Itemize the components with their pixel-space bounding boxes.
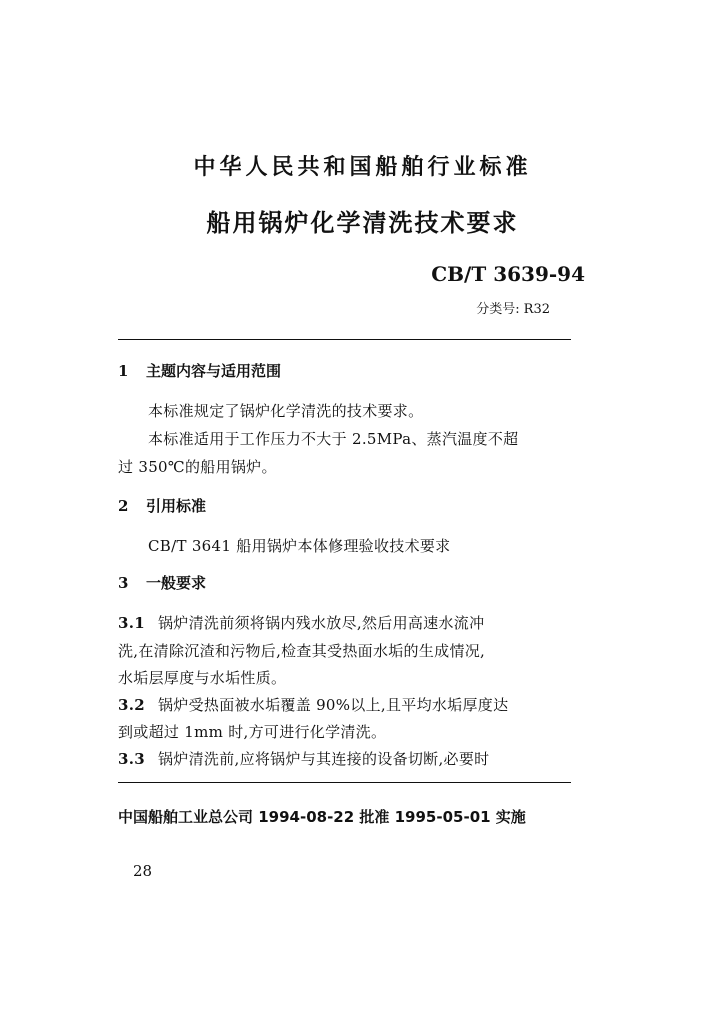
- section-3-heading: [118, 572, 206, 593]
- section-3-number: 3: [118, 574, 129, 592]
- classification-label: 分类号:: [476, 302, 520, 317]
- footer-divider: [118, 782, 571, 783]
- classification-number: [476, 298, 550, 317]
- section-1-paragraph-2-line-1: 本标准适用于工作压力不大于 2.5MPa、蒸汽温度不超: [148, 430, 519, 448]
- section-3-title: 一般要求: [146, 574, 207, 592]
- standard-category-title: 中华人民共和国船舶行业标准: [193, 155, 532, 180]
- approval-line: 中国船舶工业总公司 1994-08-22 批准 1995-05-01 实施: [118, 808, 526, 826]
- section-2-title: 引用标准: [146, 497, 207, 515]
- clause-3-2-number: 3.2: [118, 696, 145, 714]
- clause-3-2-text-1: 锅炉受热面被水垢覆盖 90%以上,且平均水垢厚度达: [158, 696, 509, 714]
- document-title: 船用锅炉化学清洗技术要求: [206, 209, 519, 237]
- clause-3-3-number: 3.3: [118, 750, 145, 768]
- section-1-number: 1: [118, 362, 129, 380]
- clause-3-1-line-1: [118, 612, 484, 633]
- clause-3-1-line-3: 水垢层厚度与水垢性质。: [118, 669, 287, 687]
- page-number: 28: [133, 862, 153, 880]
- section-1-title: 主题内容与适用范围: [146, 362, 282, 380]
- section-1-paragraph-2-line-2: 过 350℃的船用锅炉。: [118, 458, 277, 476]
- standard-code: CB/T 3639-94: [431, 262, 585, 286]
- clause-3-2-line-1: [118, 694, 508, 715]
- header-divider: [118, 339, 571, 340]
- clause-3-3-line-1: [118, 748, 489, 769]
- clause-3-1-number: 3.1: [118, 614, 145, 632]
- section-1-paragraph-1: 本标准规定了锅炉化学清洗的技术要求。: [148, 402, 424, 420]
- section-2-number: 2: [118, 497, 129, 515]
- section-1-heading: [118, 360, 281, 381]
- clause-3-1-text-1: 锅炉清洗前须将锅内残水放尽,然后用高速水流冲: [158, 614, 485, 632]
- clause-3-2-line-2: 到或超过 1mm 时,方可进行化学清洗。: [118, 723, 387, 741]
- classification-value: R32: [523, 302, 550, 317]
- clause-3-1-line-2: 洗,在清除沉渣和污物后,检查其受热面水垢的生成情况,: [118, 642, 486, 660]
- section-2-heading: [118, 495, 206, 516]
- clause-3-3-text-1: 锅炉清洗前,应将锅炉与其连接的设备切断,必要时: [158, 750, 490, 768]
- reference-standard: CB/T 3641 船用锅炉本体修理验收技术要求: [148, 537, 451, 555]
